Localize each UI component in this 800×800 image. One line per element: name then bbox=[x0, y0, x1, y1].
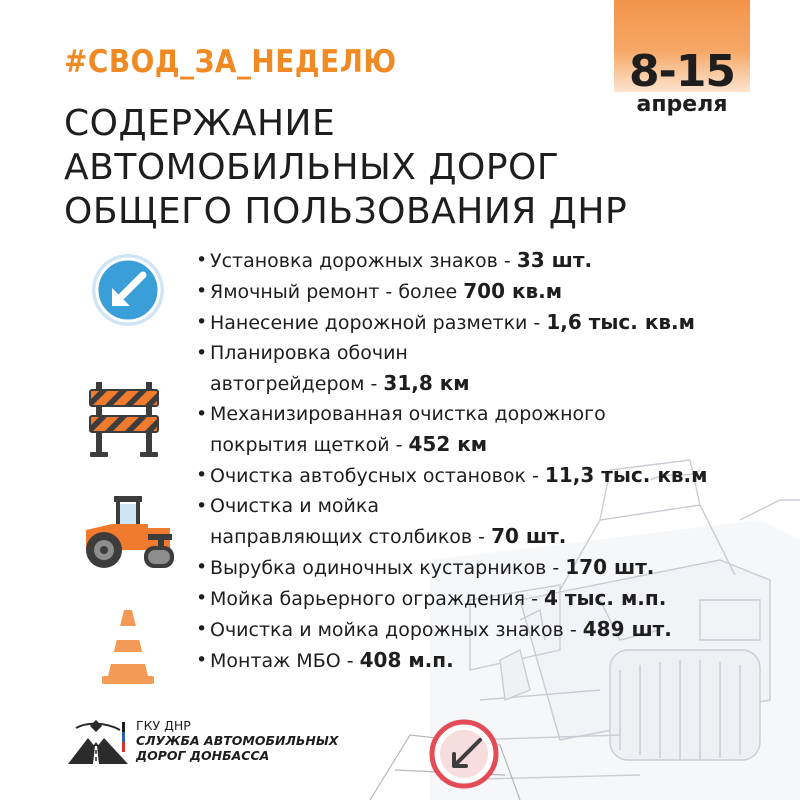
road-roller-icon bbox=[78, 494, 178, 572]
list-item: • Очистка и мойка дорожных знаков - 489 шт. bbox=[196, 617, 672, 641]
page-title bbox=[64, 102, 627, 234]
item-text: Мойка барьерного ограждения - bbox=[210, 588, 544, 610]
road-sign-icon bbox=[90, 252, 166, 328]
item-value: 33 шт. bbox=[516, 248, 593, 272]
item-text: Очистка и мойка bbox=[210, 495, 380, 517]
item-value: 1,6 тыс. кв.м bbox=[546, 310, 696, 334]
traffic-cone-icon bbox=[100, 606, 156, 686]
item-value: 489 шт. bbox=[582, 617, 672, 641]
list-item: • Планировка обочин автогрейдером - 31,8 км bbox=[196, 338, 708, 399]
item-value: 70 шт. bbox=[491, 524, 567, 548]
title-line: СОДЕРЖАНИЕ bbox=[64, 103, 336, 144]
list-item: • Мойка барьерного ограждения - 4 тыс. м.п. bbox=[196, 586, 667, 610]
works-list bbox=[196, 245, 708, 676]
list-item: • Вырубка одиночных кустарников - 170 шт. bbox=[196, 555, 655, 579]
road-barrier-icon bbox=[84, 380, 164, 460]
logo-icon bbox=[66, 718, 130, 768]
item-value: 11,3 тыс. кв.м bbox=[544, 463, 708, 487]
item-text: направляющих столбиков - bbox=[210, 526, 492, 548]
item-text: Вырубка одиночных кустарников - bbox=[210, 557, 566, 579]
list-item: • Нанесение дорожной разметки - 1,6 тыс. кв.м bbox=[196, 310, 696, 334]
date-range: 8-15 bbox=[628, 46, 736, 97]
hashtag: #СВОД_ЗА_НЕДЕЛЮ bbox=[64, 44, 397, 80]
list-item: • Очистка и мойка направляющих столбиков - 70 шт. bbox=[196, 491, 708, 552]
item-text: покрытия щеткой - bbox=[210, 434, 409, 456]
list-item: • Механизированная очистка дорожного покрытия щеткой - 452 км bbox=[196, 399, 708, 460]
item-value: 452 км bbox=[408, 432, 488, 456]
item-text: Ямочный ремонт - более bbox=[210, 281, 464, 303]
list-item: • Ямочный ремонт - более 700 кв.м bbox=[196, 279, 563, 303]
title-line: ОБЩЕГО ПОЛЬЗОВАНИЯ ДНР bbox=[64, 191, 628, 232]
item-value: 31,8 км bbox=[383, 371, 470, 395]
list-item: • Установка дорожных знаков - 33 шт. bbox=[196, 248, 593, 272]
item-text: Очистка и мойка дорожных знаков - bbox=[210, 619, 583, 641]
item-value: 408 м.п. bbox=[359, 648, 454, 672]
list-item: • Монтаж МБО - 408 м.п. bbox=[196, 648, 454, 672]
logo-line: ГКУ ДНР bbox=[136, 718, 191, 733]
item-text: Нанесение дорожной разметки - bbox=[210, 312, 547, 334]
item-value: 700 кв.м bbox=[463, 279, 563, 303]
item-value: 170 шт. bbox=[565, 555, 655, 579]
item-text: Механизированная очистка дорожного bbox=[210, 403, 606, 425]
item-text: Планировка обочин bbox=[210, 342, 408, 364]
date-month: апреля bbox=[636, 92, 728, 117]
item-value: 4 тыс. м.п. bbox=[543, 586, 667, 610]
logo-line: ДОРОГ ДОНБАССА bbox=[136, 748, 270, 763]
item-text: Очистка автобусных остановок - bbox=[210, 465, 545, 487]
item-text: Монтаж МБО - bbox=[210, 650, 360, 672]
title-line: АВТОМОБИЛЬНЫХ ДОРОГ bbox=[64, 147, 560, 188]
item-text: автогрейдером - bbox=[210, 373, 384, 395]
item-text: Установка дорожных знаков - bbox=[210, 250, 517, 272]
logo-text bbox=[136, 718, 338, 763]
list-item: • Очистка автобусных остановок - 11,3 тыс. кв.м bbox=[196, 463, 708, 487]
sketch-road-sign-icon bbox=[428, 718, 500, 790]
logo-line: СЛУЖБА АВТОМОБИЛЬНЫХ bbox=[136, 733, 339, 748]
